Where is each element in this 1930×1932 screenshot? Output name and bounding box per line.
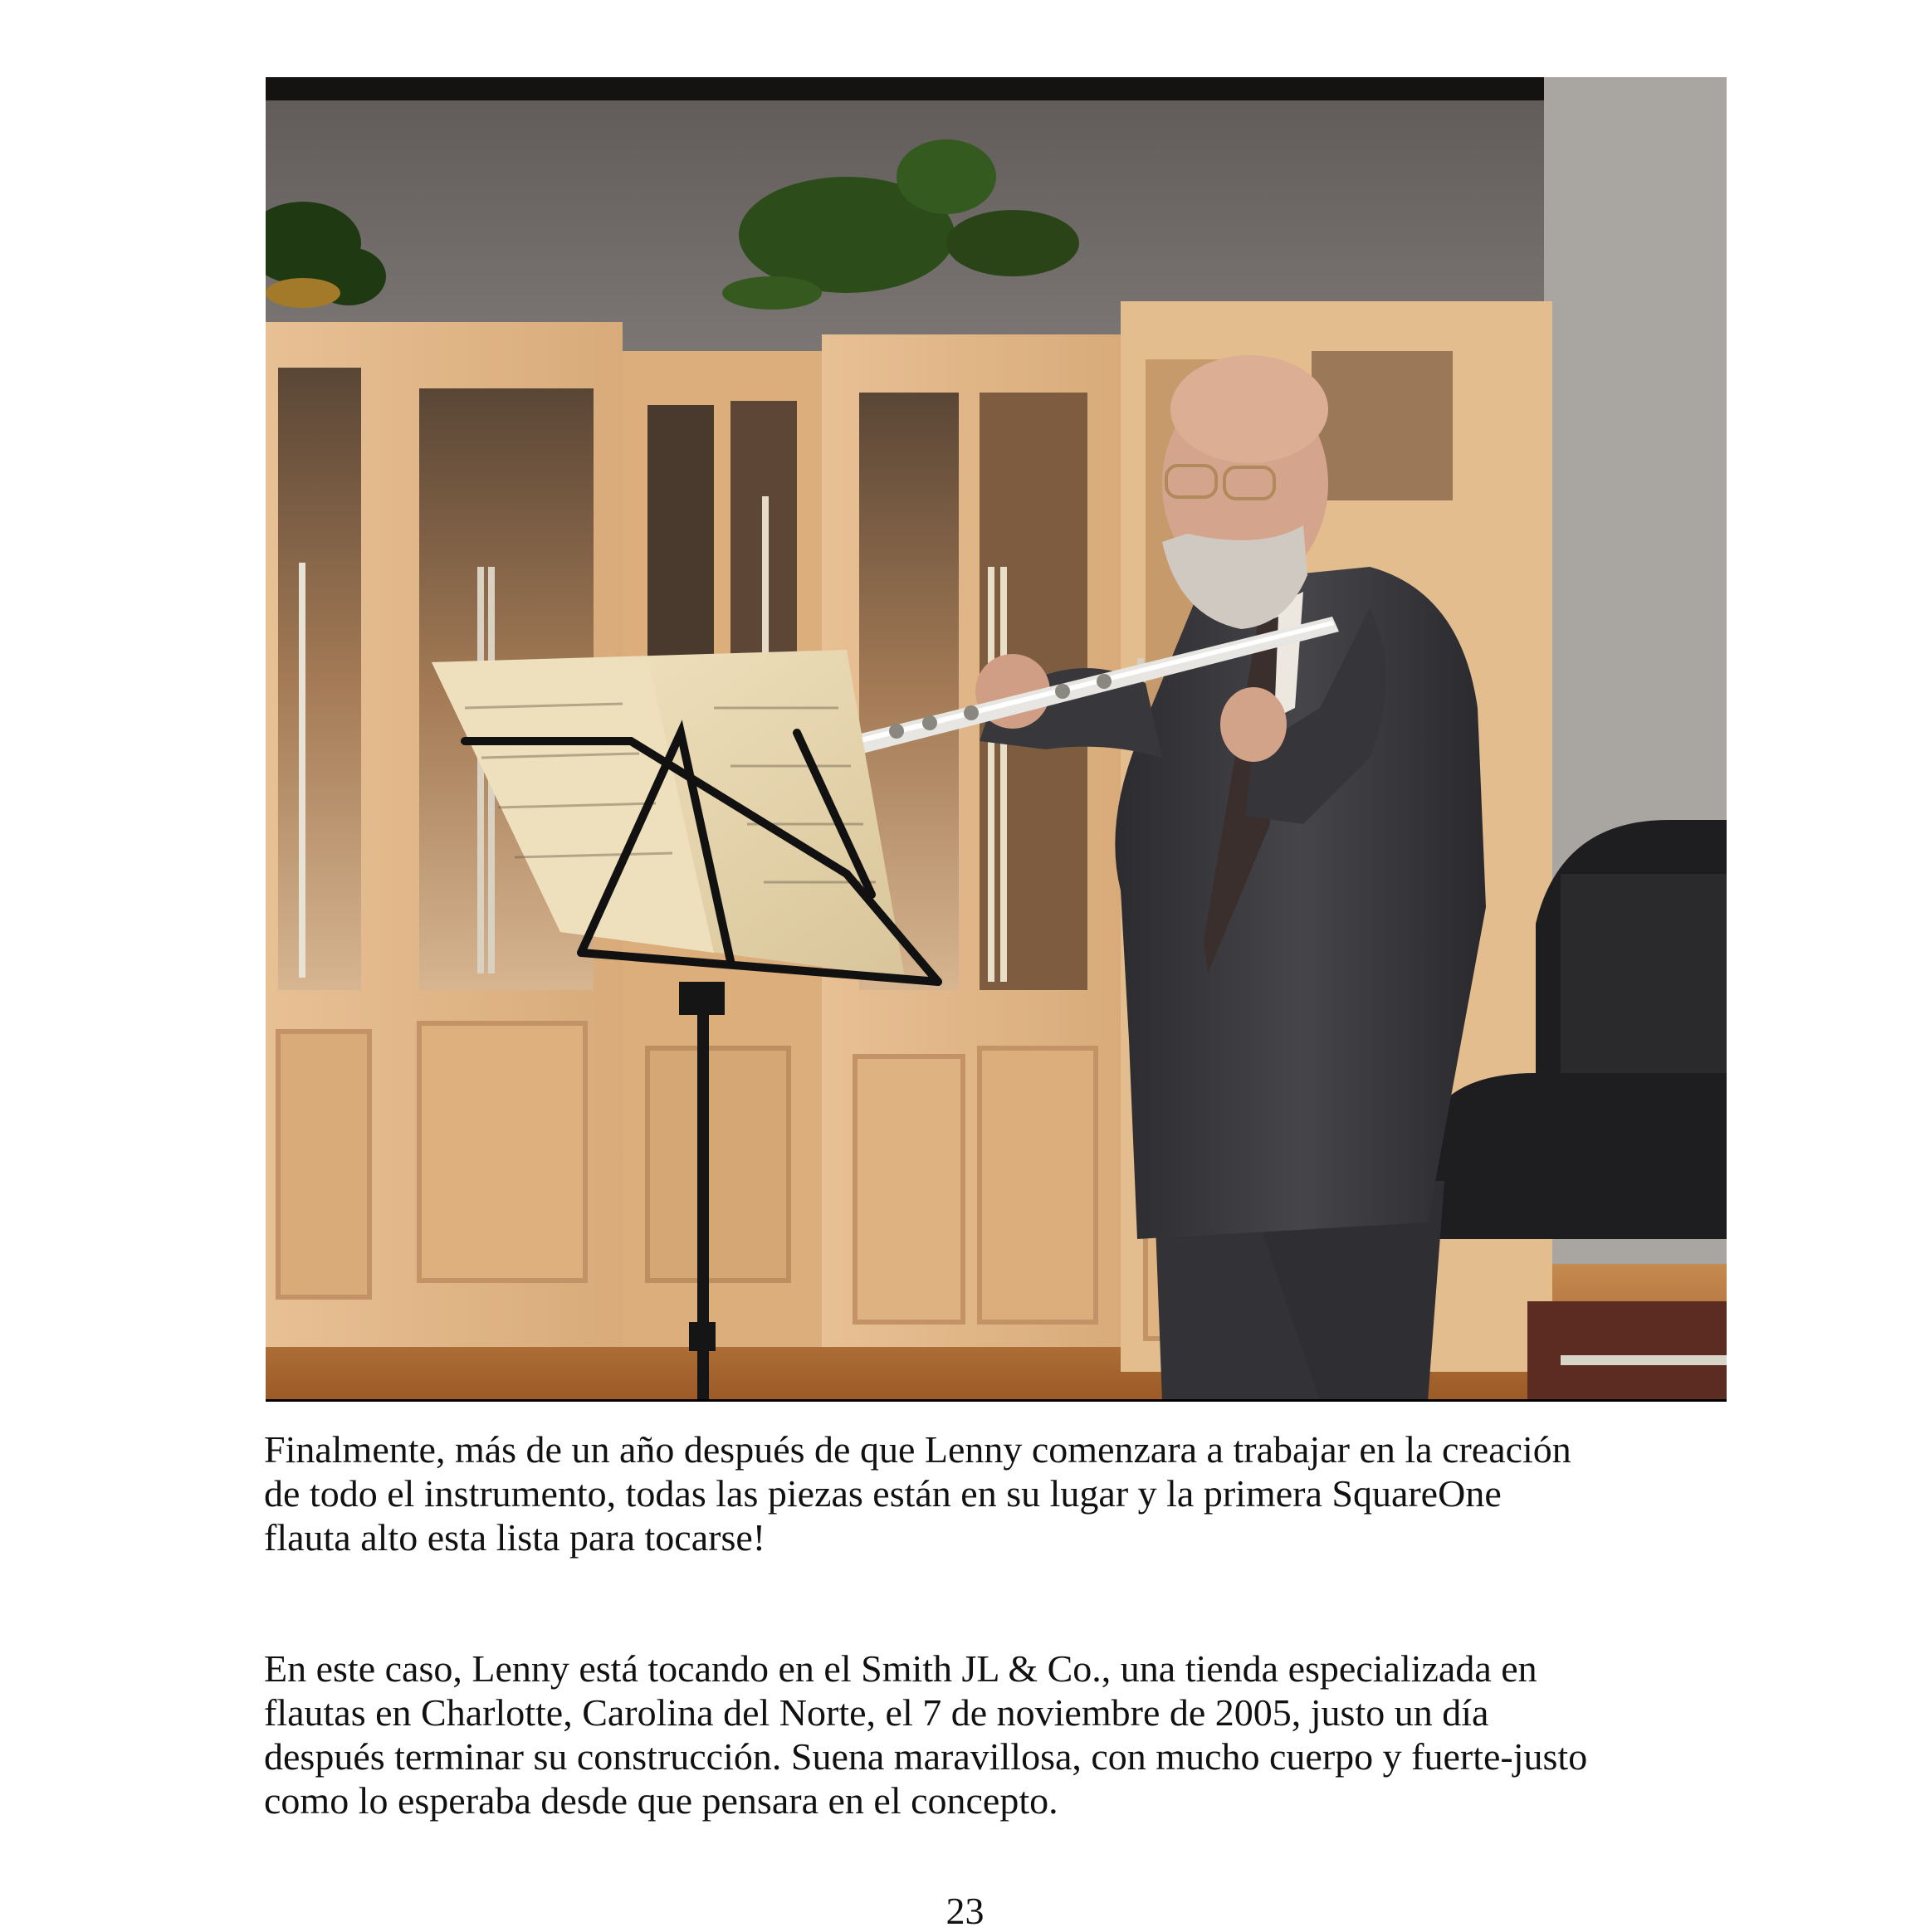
paragraph-line: Finalmente, más de un año después de que Lenny comenzara a trabajar en la creación — [264, 1428, 1571, 1471]
photo-bottom-rule — [266, 1399, 1727, 1402]
paragraph-line: flautas en Charlotte, Carolina del Norte, el 7 de noviembre de 2005, justo un día — [264, 1691, 1489, 1734]
paragraph-1 — [264, 1427, 1766, 1559]
photo-man-playing-alto-flute — [266, 77, 1727, 1401]
paragraph-line: como lo esperaba desde que pensara en el concepto. — [264, 1779, 1058, 1822]
paragraph-line: después terminar su construcción. Suena maravillosa, con mucho cuerpo y fuerte-justo — [264, 1735, 1588, 1778]
paragraph-line: de todo el instrumento, todas las piezas están en su lugar y la primera SquareOne — [264, 1472, 1502, 1515]
photo-illustration — [266, 77, 1727, 1401]
paragraph-line: flauta alto esta lista para tocarse! — [264, 1516, 766, 1559]
paragraph-line: En este caso, Lenny está tocando en el Smith JL & Co., una tienda especializada en — [264, 1647, 1537, 1690]
page-number: 23 — [945, 1890, 985, 1932]
paragraph-2 — [264, 1647, 1766, 1822]
